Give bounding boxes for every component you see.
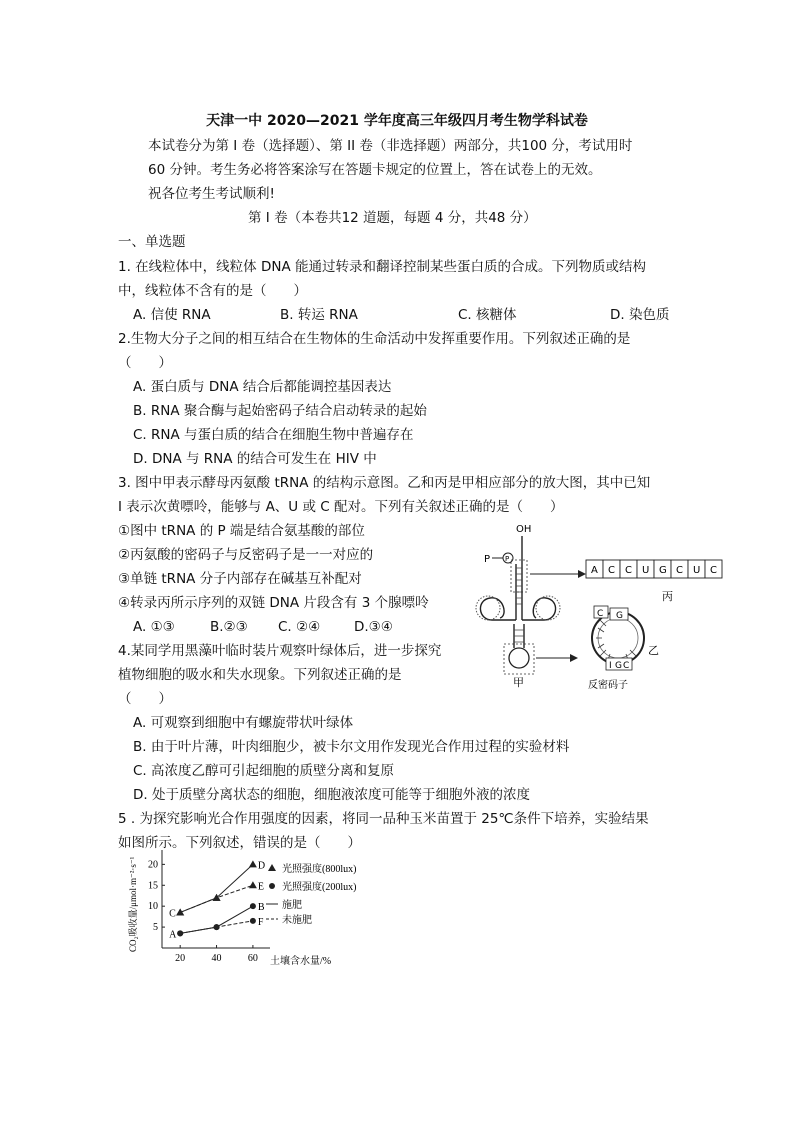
q1-stem-2: 中，线粒体不含有的是（ ） [118,283,307,299]
sequence-base: C [608,565,615,576]
legend-high-light: 光照强度(800lux) [282,864,357,875]
q2-stem-1: 2.生物大分子之间的相互结合在生物体的生命活动中发挥重要作用。下列叙述正确的是 [118,331,631,347]
sequence-base: U [693,565,701,576]
point-label: A [169,929,177,941]
y-tick-label: 10 [148,901,158,913]
y-axis-label: CO₂吸收量/μmol·m⁻²·s⁻¹ [128,856,138,952]
q1-option-a: A. 信使 RNA [133,307,211,323]
photosynthesis-chart [118,848,408,988]
q2-stem-2: （ ） [118,355,172,371]
x-tick-label: 60 [247,953,258,964]
data-point-triangle [249,860,257,867]
q1-option-b: B. 转运 RNA [280,307,358,323]
legend-circle [269,883,275,889]
sequence-boxes [586,560,722,578]
intro-line-1: 本试卷分为第 I 卷（选择题）、第 II 卷（非选择题）两部分，共100 分，考试用时 [148,138,633,154]
page-title: 天津一中 2020—2021 学年度高三年级四月考生物学科试卷 [206,113,588,129]
x-axis-label: 土壤含水量/% [270,956,332,967]
svg-text:P: P [505,555,510,563]
oh-label: OH [516,524,532,535]
q2-option-a: A. 蛋白质与 DNA 结合后都能调控基因表达 [133,379,392,395]
sequence-base: G [659,565,667,576]
x-tick-label: 20 [175,953,186,964]
anticodon-left: C [597,609,604,619]
acceptor-stem [516,536,522,620]
data-point-circle [177,930,183,936]
q4-stem-1: 4.某同学用黑藻叶临时装片观察叶绿体后，进一步探究 [118,643,442,659]
anticodon-g: G [615,661,622,671]
trna-figure [470,520,750,690]
q4-option-d: D. 处于质壁分离状态的细胞，细胞液浓度可能等于细胞外液的浓度 [133,787,530,803]
data-point-circle [250,903,256,909]
yi-label: 乙 [648,644,659,657]
q2-option-d: D. DNA 与 RNA 的结合可发生在 HIV 中 [133,451,377,467]
legend-triangle [268,864,276,871]
q3-option-c: C. ②④ [278,619,321,635]
q3-statement-2: ②丙氨酸的密码子与反密码子是一一对应的 [118,547,374,563]
svg-text:I: I [609,661,612,671]
q3-option-d: D.③④ [354,619,393,635]
q4-option-c: C. 高浓度乙醇可引起细胞的质壁分离和复原 [133,763,395,779]
point-label: C [169,908,176,920]
sequence-base: A [591,565,598,576]
y-tick-label: 5 [153,922,158,934]
q4-stem-3: （ ） [118,691,172,707]
q3-statement-3: ③单链 tRNA 分子内部存在碱基互补配对 [118,571,362,587]
data-point-circle [214,924,220,930]
legend-unfertilized: 未施肥 [282,915,312,926]
sequence-base: C [676,565,683,576]
q4-option-a: A. 可观察到细胞中有螺旋带状叶绿体 [133,715,354,731]
section-title: 第 I 卷（本卷共12 道题，每题 4 分，共48 分） [248,210,537,226]
data-point-triangle [249,881,257,888]
anticodon-label: 反密码子 [588,680,628,690]
q3-statement-1: ①图中 tRNA 的 P 端是结合氨基酸的部位 [118,523,365,539]
q1-option-d: D. 染色质 [610,307,670,323]
q4-option-b: B. 由于叶片薄，叶肉细胞少，被卡尔文用作发现光合作用过程的实验材料 [133,739,570,755]
q5-stem-2: 如图所示。下列叙述，错误的是（ ） [118,835,361,851]
intro-line-2: 60 分钟。考生务必将答案涂写在答题卡规定的位置上，答在试卷上的无效。 [148,162,602,178]
q3-option-b: B.②③ [210,619,248,635]
data-point-circle [250,918,256,924]
data-point-triangle [176,908,184,915]
wish-text: 祝各位考生考试顺利! [148,186,275,202]
anticodon-loop [509,648,529,668]
q3-option-a: A. ①③ [133,619,175,635]
q4-stem-2: 植物细胞的吸水和失水现象。下列叙述正确的是 [118,667,402,683]
anticodon-c: C [623,661,630,671]
q3-statement-4: ④转录丙所示序列的双链 DNA 片段含有 3 个腺嘌呤 [118,595,429,611]
d-arm [480,598,516,620]
point-label: E [257,881,265,893]
anticodon-mid: G [616,611,623,621]
t-arm [522,598,556,620]
q3-stem-2: I 表示次黄嘌呤，能够与 A、U 或 C 配对。下列有关叙述正确的是（ ） [118,499,564,515]
q1-stem-1: 1. 在线粒体中，线粒体 DNA 能通过转录和翻译控制某些蛋白质的合成。下列物质或结构 [118,259,646,275]
q2-option-b: B. RNA 聚合酶与起始密码子结合启动转录的起始 [133,403,427,419]
q1-option-c: C. 核糖体 [458,307,517,323]
bing-label: 丙 [662,590,673,603]
point-label: D [257,860,266,872]
q5-stem-1: 5 . 为探究影响光合作用强度的因素，将同一品种玉米苗置于 25℃条件下培养，实验结果 [118,811,649,827]
sequence-base: U [642,565,650,576]
part-heading: 一、单选题 [118,234,186,250]
point-label: F [257,916,264,928]
y-tick-label: 15 [148,880,158,892]
sequence-base: C [625,565,632,576]
y-tick-label: 20 [148,859,158,871]
point-label: B [257,902,265,914]
legend-fertilized: 施肥 [282,900,302,911]
series-line [180,864,253,912]
q2-option-c: C. RNA 与蛋白质的结合在细胞生物中普遍存在 [133,427,414,443]
p-label: P [484,554,491,565]
sequence-base: C [710,565,717,576]
legend-low-light: 光照强度(200lux) [282,882,357,893]
jia-label: 甲 [513,676,524,689]
q3-stem-1: 3. 图中甲表示酵母丙氨酸 tRNA 的结构示意图。乙和丙是甲相应部分的放大图，其中已知 [118,475,651,491]
x-tick-label: 40 [211,953,222,964]
